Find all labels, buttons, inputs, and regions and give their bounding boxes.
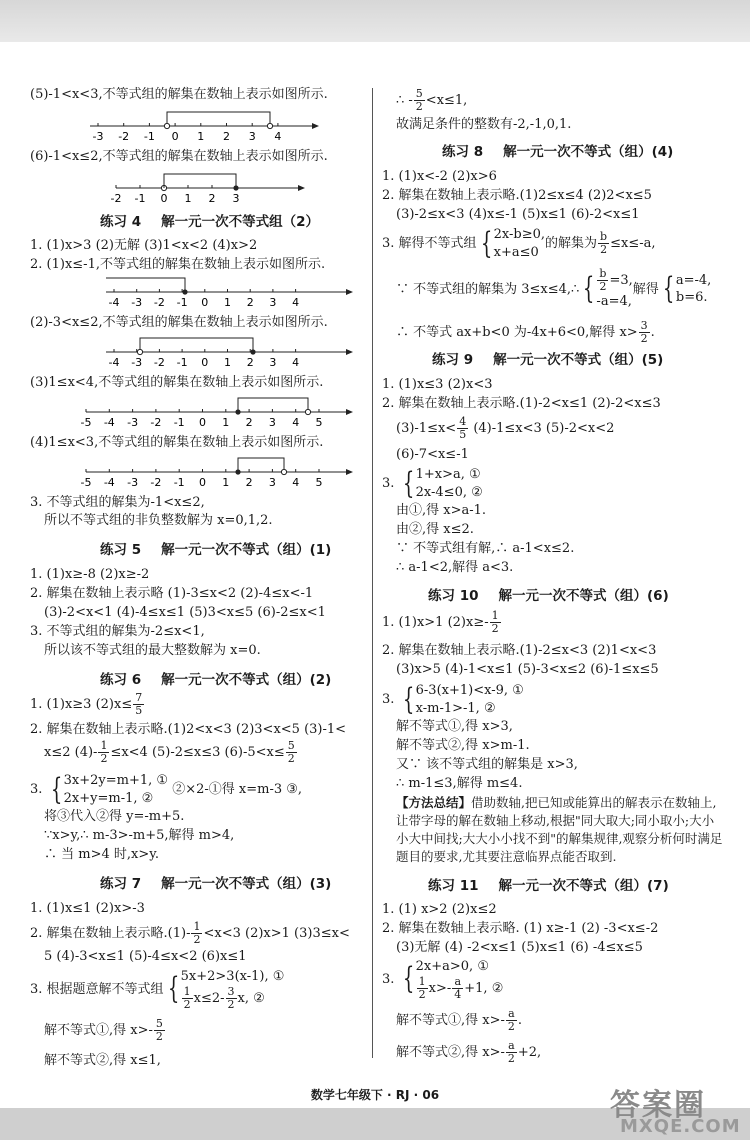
text-line: x≤2 (4)- $\frac{1}{2}$ ≤x<4 (5)-2≤x≤3 (6)-5<x≤ $\frac{5}{2}$ xyxy=(44,739,295,766)
text-line: 1. (1)x<-2 (2)x>6 xyxy=(382,169,497,184)
fraction: $\frac{1}{2}$ xyxy=(183,984,191,1011)
number-line xyxy=(90,106,320,142)
column-divider xyxy=(372,88,373,1058)
open-endpoint xyxy=(137,349,142,354)
text-line: 解不等式②,得 x≤1, xyxy=(44,1053,161,1068)
tick-label: 3 xyxy=(232,192,240,205)
tick-label: 4 xyxy=(292,476,300,489)
tick-label: 0 xyxy=(199,416,206,429)
fraction: $\frac{1}{2}$ xyxy=(491,609,499,636)
text-line: 2. 解集在数轴上表示略.(1)- $\frac{1}{2}$ <x<3 (2)x>1 (3)3≤x< xyxy=(30,920,350,947)
fraction: $\frac{4}{5}$ xyxy=(459,415,467,442)
tick-label: 0 xyxy=(171,130,179,143)
tick-label: 3 xyxy=(268,416,276,429)
equation-system: 3. { 6-3(x+1)<x-9, ① x-m-1>-1, ② xyxy=(382,681,524,717)
method-summary: 【方法总结】借助数轴,把已知或能算出的解表示在数轴上,让带字母的解在数轴上移动,根据"同大取大;同小取小;大小小大中间找;大大小小找不到"的解集规律,观察分析何时满足题目的要求,尤其要注意临界点能否取到. xyxy=(396,795,723,864)
section-heading: 练习 4 解一元一次不等式组（2） xyxy=(100,214,319,230)
section-heading: 练习 11 解一元一次不等式（组）(7) xyxy=(428,878,669,894)
text-line: ∵ 不等式组有解,∴ a-1<x≤2. xyxy=(396,541,575,556)
text-line: 又∵ 该不等式组的解集是 x>3, xyxy=(396,757,578,772)
text-line: 2. 解集在数轴上表示略.(1)-2<x≤1 (2)-2<x≤3 xyxy=(382,396,661,411)
equation-system: 3. 解得不等式组 { 2x-b≥0, x+a≤0 的解集为 $\frac{b}{2}$ ≤x≤-a, xyxy=(382,225,656,261)
tick-label: 2 xyxy=(246,356,254,369)
number-line xyxy=(106,332,356,368)
tick-label: -3 xyxy=(92,130,104,143)
text-line: 3. 不等式组的解集为-1<x≤2, xyxy=(30,495,205,510)
text-line: 2. 解集在数轴上表示略.(1)2<x<3 (2)3<x<5 (3)-1< xyxy=(30,722,347,737)
tick-label: 2 xyxy=(208,192,216,205)
tick-label: 1 xyxy=(224,356,231,369)
text-line: (3)-2≤x<3 (4)x≤-1 (5)x≤1 (6)-2<x≤1 xyxy=(396,207,640,222)
text-line: (3)-2<x<1 (4)-4≤x≤1 (5)3<x≤5 (6)-2≤x<1 xyxy=(44,605,326,620)
tick-label: 3 xyxy=(268,476,276,489)
tick-label: -1 xyxy=(176,356,188,369)
open-endpoint xyxy=(281,469,286,474)
text-line: 故满足条件的整数有-2,-1,0,1. xyxy=(396,117,572,132)
tick-label: -2 xyxy=(153,296,165,309)
scan-top-band xyxy=(0,0,750,42)
solution-bracket xyxy=(164,174,236,188)
tick-label: -4 xyxy=(103,416,115,429)
tick-label: 1 xyxy=(222,416,230,429)
fraction: $\frac{b}{2}$ xyxy=(599,267,607,294)
open-endpoint xyxy=(267,123,272,128)
text-line: 所以不等式组的非负整数解为 x=0,1,2. xyxy=(44,513,273,528)
tick-label: 4 xyxy=(274,130,282,143)
text-line: 由①,得 x>a-1. xyxy=(396,503,487,518)
tick-label: -4 xyxy=(108,296,120,309)
equation-system: ∵ 不等式组的解集为 3≤x≤4,∴ { $\frac{b}{2}$ =3, -a=4, 解得 { a=-4, b=6. xyxy=(396,267,712,310)
tick-label: -1 xyxy=(176,296,188,309)
text-line: ∴ m-1≤3,解得 m≤4. xyxy=(396,776,523,791)
text-line: (3)x>5 (4)-1<x≤1 (5)-3<x≤2 (6)-1≤x≤5 xyxy=(396,662,659,677)
text-line: 解不等式①,得 x>- $\frac{a}{2}$ . xyxy=(396,1007,523,1034)
section-heading: 练习 8 解一元一次不等式（组）(4) xyxy=(442,144,674,160)
number-line xyxy=(106,272,356,308)
fraction: $\frac{1}{2}$ xyxy=(418,974,426,1001)
tick-label: 4 xyxy=(292,416,300,429)
tick-label: -1 xyxy=(143,130,155,143)
solution-bracket xyxy=(140,338,253,352)
tick-label: 3 xyxy=(269,356,277,369)
fraction: $\frac{5}{2}$ xyxy=(155,1017,163,1044)
text-line: ∴ a-1<2,解得 a<3. xyxy=(396,560,514,575)
text-line: 1. (1)x≥-8 (2)x≥-2 xyxy=(30,567,150,582)
tick-label: 2 xyxy=(245,476,253,489)
section-heading: 练习 5 解一元一次不等式（组）(1) xyxy=(100,542,332,558)
text-line: 1. (1)x≤1 (2)x>-3 xyxy=(30,901,145,916)
tick-label: 2 xyxy=(246,296,254,309)
tick-label: 0 xyxy=(160,192,168,205)
text-line: ∵x>y,∴ m-3>-m+5,解得 m>4, xyxy=(44,828,235,843)
tick-label: 1 xyxy=(224,296,231,309)
text-line: 所以该不等式组的最大整数解为 x=0. xyxy=(44,643,261,658)
text-line: (3)-1≤x< $\frac{4}{5}$ (4)-1≤x<3 (5)-2<x<2 xyxy=(396,415,615,442)
tick-label: 0 xyxy=(201,296,209,309)
tick-label: -2 xyxy=(110,192,122,205)
fraction: $\frac{3}{2}$ xyxy=(227,984,235,1011)
text-line: (4)1≤x<3,不等式组的解集在数轴上表示如图所示. xyxy=(30,435,324,450)
text-line: (3)1≤x<4,不等式组的解集在数轴上表示如图所示. xyxy=(30,375,324,390)
tick-label: -5 xyxy=(80,476,92,489)
fraction: $\frac{3}{2}$ xyxy=(640,319,648,346)
tick-label: -3 xyxy=(131,356,143,369)
closed-endpoint xyxy=(182,289,187,294)
tick-label: -2 xyxy=(153,356,165,369)
fraction: $\frac{a}{4}$ xyxy=(454,974,462,1001)
text-line: 2. (1)x≤-1,不等式组的解集在数轴上表示如图所示. xyxy=(30,257,326,272)
text-line: (6)-7<x≤-1 xyxy=(396,447,469,462)
fraction: $\frac{b}{2}$ xyxy=(600,229,608,257)
open-endpoint xyxy=(164,123,169,128)
fraction: $\frac{1}{2}$ xyxy=(100,739,108,766)
tick-label: 5 xyxy=(315,416,323,429)
tick-label: -1 xyxy=(173,416,185,429)
text-line: 1. (1) x>2 (2)x≤2 xyxy=(382,902,497,917)
tick-label: -5 xyxy=(80,416,92,429)
fraction: $\frac{5}{2}$ xyxy=(287,739,295,766)
tick-label: 4 xyxy=(292,296,300,309)
fraction: $\frac{1}{2}$ xyxy=(193,920,201,947)
text-line: 1. (1)x≤3 (2)x<3 xyxy=(382,377,493,392)
tick-label: -2 xyxy=(118,130,130,143)
section-heading: 练习 6 解一元一次不等式（组）(2) xyxy=(100,672,332,688)
text-line: (2)-3<x≤2,不等式组的解集在数轴上表示如图所示. xyxy=(30,315,328,330)
tick-label: -1 xyxy=(173,476,185,489)
tick-label: 5 xyxy=(315,476,323,489)
fraction: $\frac{7}{5}$ xyxy=(135,691,143,718)
solution-bracket xyxy=(238,458,284,472)
section-heading: 练习 9 解一元一次不等式（组）(5) xyxy=(432,352,664,368)
equation-system: 3. { 3x+2y=m+1, ① 2x+y=m-1, ② ②×2-①得 x=m-3 ③, xyxy=(30,771,303,807)
solution-bracket xyxy=(238,398,308,412)
closed-endpoint xyxy=(235,409,240,414)
solution-bracket xyxy=(106,278,185,292)
page-footer: 数学七年级下 · RJ · 06 xyxy=(310,1088,440,1102)
tick-label: 3 xyxy=(269,296,277,309)
number-line xyxy=(80,452,356,489)
text-line: 1. (1)x≥3 (2)x≤ $\frac{7}{5}$ xyxy=(30,691,143,718)
tick-label: 4 xyxy=(292,356,300,369)
tick-label: -2 xyxy=(150,416,162,429)
text-line: 解不等式②,得 x>- $\frac{a}{2}$ +2, xyxy=(396,1039,542,1066)
number-line xyxy=(110,168,306,205)
watermark-logo: 答案圈 MXQE.COM xyxy=(610,1088,741,1137)
open-endpoint xyxy=(305,409,310,414)
tick-label: 1 xyxy=(222,476,230,489)
fraction: $\frac{5}{2}$ xyxy=(415,87,423,114)
tick-label: 0 xyxy=(201,356,209,369)
tick-label: -1 xyxy=(134,192,146,205)
tick-label: 1 xyxy=(197,130,205,143)
solution-bracket xyxy=(167,112,270,126)
text-line: 1. (1)x>3 (2)无解 (3)1<x<2 (4)x>2 xyxy=(30,238,258,253)
text-line: ∴ 不等式 ax+b<0 为-4x+6<0,解得 x> $\frac{3}{2}$ . xyxy=(396,319,655,346)
text-line: 解不等式②,得 x>m-1. xyxy=(396,738,530,753)
text-line: 1. (1)x>1 (2)x≥- $\frac{1}{2}$ xyxy=(382,609,499,636)
text-line: 2. 解集在数轴上表示略.(1)-2≤x<3 (2)1<x<3 xyxy=(382,643,657,658)
tick-label: 0 xyxy=(199,476,206,489)
section-heading: 练习 10 解一元一次不等式（组）(6) xyxy=(428,588,669,604)
fraction: $\frac{a}{2}$ xyxy=(507,1007,515,1034)
closed-endpoint xyxy=(250,349,255,354)
text-line: (5)-1<x<3,不等式组的解集在数轴上表示如图所示. xyxy=(30,87,328,102)
tick-label: 2 xyxy=(245,416,253,429)
text-line: 解不等式①,得 x>- $\frac{5}{2}$ xyxy=(44,1017,163,1044)
tick-label: -3 xyxy=(127,476,139,489)
tick-label: 1 xyxy=(184,192,192,205)
section-heading: 练习 7 解一元一次不等式（组）(3) xyxy=(100,876,332,892)
number-line xyxy=(80,392,356,429)
text-line: (3)无解 (4) -2<x≤1 (5)x≤1 (6) -4≤x≤5 xyxy=(396,940,643,955)
tick-label: -3 xyxy=(131,296,143,309)
equation-system: 3. 根据题意解不等式组 { 5x+2>3(x-1), ① $\frac{1}{2}$ x≤2- $\frac{3}{2}$ x, ② xyxy=(30,969,285,1011)
text-line: 将③代入②得 y=-m+5. xyxy=(44,809,185,824)
text-line: ∴ 当 m>4 时,x>y. xyxy=(44,847,159,862)
equation-system: 3. { 2x+a>0, ① $\frac{1}{2}$ x>- $\frac{a}{4}$ +1, ② xyxy=(382,959,504,1001)
closed-endpoint xyxy=(235,469,240,474)
tick-label: 3 xyxy=(248,130,256,143)
text-line: (6)-1<x≤2,不等式组的解集在数轴上表示如图所示. xyxy=(30,149,328,164)
text-line: 5 (4)-3<x≤1 (5)-4≤x<2 (6)x≤1 xyxy=(44,949,247,964)
text-line: 3. 不等式组的解集为-2≤x<1, xyxy=(30,624,205,639)
text-line: 2. 解集在数轴上表示略. (1) x≥-1 (2) -3<x≤-2 xyxy=(382,921,659,936)
text-line: 解不等式①,得 x>3, xyxy=(396,719,513,734)
text-line: 由②,得 x≤2. xyxy=(396,522,474,537)
text-line: 2. 解集在数轴上表示略.(1)2≤x≤4 (2)2<x≤5 xyxy=(382,188,652,203)
tick-label: -4 xyxy=(103,476,115,489)
tick-label: -4 xyxy=(108,356,120,369)
tick-label: 2 xyxy=(223,130,230,143)
equation-system: 3. { 1+x>a, ① 2x-4≤0, ② xyxy=(382,465,483,501)
tick-label: -2 xyxy=(150,476,162,489)
text-line: 2. 解集在数轴上表示略 (1)-3≤x<2 (2)-4≤x<-1 xyxy=(30,586,314,601)
fraction: $\frac{a}{2}$ xyxy=(507,1039,515,1066)
text-line: ∴ - $\frac{5}{2}$ <x≤1, xyxy=(396,87,468,114)
tick-label: -3 xyxy=(127,416,139,429)
